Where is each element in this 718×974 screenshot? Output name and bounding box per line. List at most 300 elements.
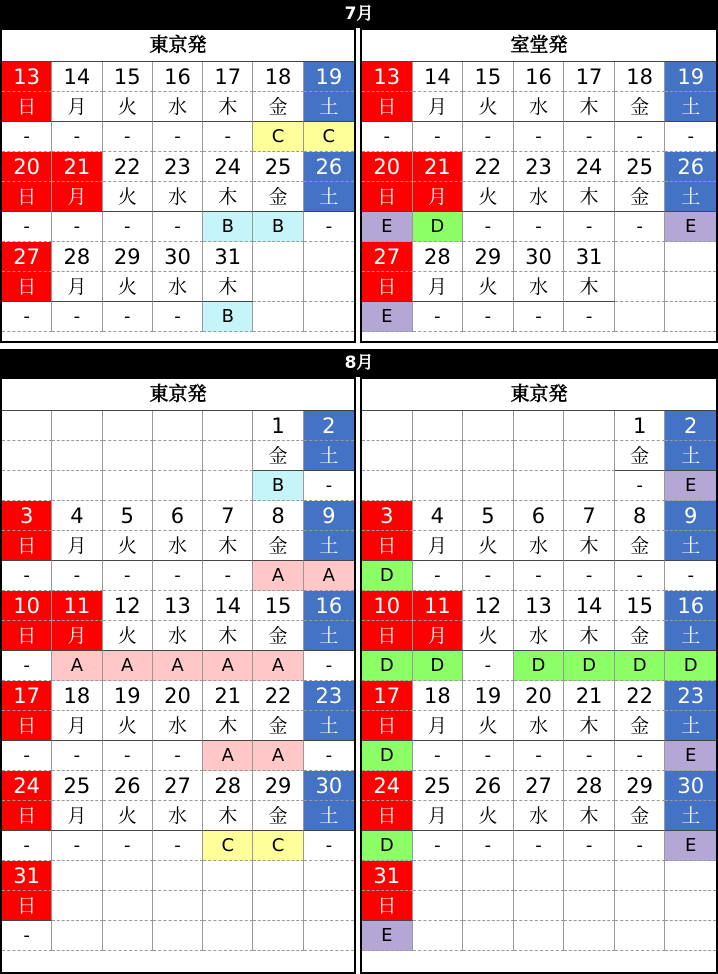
weekday-label: 木 — [564, 711, 615, 741]
weekday-label: 木 — [203, 182, 253, 212]
status-cell — [203, 921, 253, 951]
status-cell: - — [2, 741, 52, 771]
day-number — [304, 861, 354, 891]
day-number: 24 — [362, 771, 413, 801]
day-number: 21 — [564, 681, 615, 711]
weekday-label: 金 — [253, 92, 303, 122]
day-number: 22 — [103, 152, 153, 182]
weekday-label — [52, 891, 102, 921]
day-number: 13 — [514, 591, 565, 621]
weekday-label — [463, 891, 514, 921]
status-cell: D — [615, 651, 666, 681]
status-cell: - — [463, 651, 514, 681]
day-number: 3 — [362, 501, 413, 531]
weekday-label: 月 — [413, 711, 464, 741]
weekday-label: 日 — [362, 891, 413, 921]
status-cell: - — [615, 561, 666, 591]
day-number: 6 — [514, 501, 565, 531]
weekday-label: 火 — [463, 621, 514, 651]
day-number: 1 — [615, 411, 666, 441]
day-number: 20 — [362, 152, 413, 182]
weekday-label: 木 — [203, 621, 253, 651]
weekday-label: 金 — [253, 531, 303, 561]
status-cell: C — [203, 831, 253, 861]
day-number: 12 — [463, 591, 514, 621]
weekday-label: 火 — [463, 711, 514, 741]
day-number — [203, 411, 253, 441]
day-number: 7 — [203, 501, 253, 531]
day-number: 31 — [203, 242, 253, 272]
weekday-label: 金 — [615, 531, 666, 561]
weekday-label: 日 — [362, 711, 413, 741]
day-number: 3 — [2, 501, 52, 531]
status-cell — [304, 921, 354, 951]
day-number: 26 — [665, 152, 716, 182]
day-number — [203, 861, 253, 891]
day-number: 24 — [2, 771, 52, 801]
day-number: 13 — [2, 62, 52, 92]
weekday-label: 木 — [203, 272, 253, 302]
weekday-label: 木 — [564, 272, 615, 302]
weekday-label — [2, 441, 52, 471]
weekday-label: 火 — [463, 531, 514, 561]
day-number: 25 — [413, 771, 464, 801]
day-number: 22 — [615, 681, 666, 711]
day-number — [2, 411, 52, 441]
weekday-label: 金 — [615, 621, 666, 651]
status-cell: - — [2, 122, 52, 152]
weekday-label: 木 — [564, 182, 615, 212]
weekday-label: 金 — [253, 801, 303, 831]
day-number: 29 — [103, 242, 153, 272]
day-number: 29 — [253, 771, 303, 801]
weekday-label — [413, 891, 464, 921]
day-number: 25 — [52, 771, 102, 801]
weekday-label: 水 — [153, 621, 203, 651]
status-cell: - — [564, 741, 615, 771]
status-cell: - — [413, 741, 464, 771]
day-number: 20 — [153, 681, 203, 711]
status-cell — [153, 471, 203, 501]
schedule-panel — [0, 377, 356, 974]
status-cell: E — [362, 302, 413, 332]
weekday-label: 火 — [103, 92, 153, 122]
status-cell: D — [362, 831, 413, 861]
weekday-label — [615, 272, 666, 302]
status-cell — [615, 302, 666, 332]
weekday-label: 月 — [413, 272, 464, 302]
day-number — [463, 411, 514, 441]
weekday-label: 土 — [665, 621, 716, 651]
weekday-label: 日 — [2, 92, 52, 122]
status-cell: - — [615, 741, 666, 771]
day-number: 20 — [2, 152, 52, 182]
weekday-label: 水 — [514, 92, 565, 122]
weekday-label: 土 — [304, 531, 354, 561]
day-number: 22 — [253, 681, 303, 711]
day-number — [413, 861, 464, 891]
day-number: 15 — [253, 591, 303, 621]
day-number: 31 — [564, 242, 615, 272]
weekday-label: 月 — [52, 711, 102, 741]
day-number — [564, 861, 615, 891]
status-cell: - — [103, 561, 153, 591]
weekday-label: 水 — [153, 182, 203, 212]
weekday-label: 金 — [615, 182, 666, 212]
status-cell: - — [103, 302, 153, 332]
status-cell: C — [253, 831, 303, 861]
status-cell: - — [103, 741, 153, 771]
status-cell: - — [52, 122, 102, 152]
weekday-label: 月 — [52, 531, 102, 561]
weekday-label: 火 — [103, 272, 153, 302]
day-number: 8 — [253, 501, 303, 531]
day-number — [413, 411, 464, 441]
weekday-label — [304, 272, 354, 302]
status-cell: - — [564, 831, 615, 861]
status-cell: - — [52, 561, 102, 591]
status-cell — [2, 471, 52, 501]
day-number — [253, 242, 303, 272]
day-number — [103, 861, 153, 891]
weekday-label: 金 — [615, 711, 666, 741]
status-cell: D — [362, 741, 413, 771]
day-number: 29 — [615, 771, 666, 801]
weekday-label — [304, 891, 354, 921]
weekday-label: 水 — [153, 272, 203, 302]
status-cell — [463, 921, 514, 951]
panel-title: 東京発 — [2, 30, 354, 62]
calendar-grid — [362, 411, 716, 951]
status-cell: - — [362, 122, 413, 152]
status-cell: - — [103, 212, 153, 242]
weekday-label: 日 — [362, 182, 413, 212]
day-number: 23 — [665, 681, 716, 711]
status-cell: - — [463, 212, 514, 242]
status-cell: A — [203, 651, 253, 681]
day-number — [362, 411, 413, 441]
weekday-label — [665, 891, 716, 921]
day-number: 26 — [304, 152, 354, 182]
weekday-label — [564, 891, 615, 921]
weekday-label: 火 — [463, 182, 514, 212]
schedule-panel — [360, 28, 718, 343]
weekday-label: 水 — [153, 711, 203, 741]
status-cell: B — [203, 302, 253, 332]
day-number: 31 — [2, 861, 52, 891]
day-number: 16 — [514, 62, 565, 92]
status-cell: - — [615, 831, 666, 861]
status-cell — [665, 921, 716, 951]
day-number: 14 — [52, 62, 102, 92]
calendar-grid — [2, 62, 354, 332]
status-cell — [463, 471, 514, 501]
day-number: 20 — [514, 681, 565, 711]
weekday-label — [103, 891, 153, 921]
status-cell: - — [203, 561, 253, 591]
weekday-label: 日 — [362, 531, 413, 561]
weekday-label — [362, 441, 413, 471]
status-cell: - — [514, 302, 565, 332]
status-cell: - — [564, 122, 615, 152]
weekday-label — [253, 272, 303, 302]
day-number — [103, 411, 153, 441]
status-cell: - — [103, 122, 153, 152]
weekday-label: 日 — [362, 92, 413, 122]
weekday-label: 土 — [304, 182, 354, 212]
status-cell: - — [2, 831, 52, 861]
weekday-label — [463, 441, 514, 471]
status-cell: - — [153, 741, 203, 771]
weekday-label: 木 — [564, 92, 615, 122]
day-number: 30 — [304, 771, 354, 801]
day-number: 28 — [413, 242, 464, 272]
weekday-label — [203, 891, 253, 921]
status-cell: C — [304, 122, 354, 152]
day-number — [52, 411, 102, 441]
status-cell: D — [514, 651, 565, 681]
day-number: 22 — [463, 152, 514, 182]
weekday-label: 木 — [203, 92, 253, 122]
weekday-label — [564, 441, 615, 471]
day-number: 30 — [514, 242, 565, 272]
day-number: 6 — [153, 501, 203, 531]
day-number: 27 — [153, 771, 203, 801]
weekday-label: 月 — [413, 621, 464, 651]
weekday-label — [514, 891, 565, 921]
day-number: 15 — [103, 62, 153, 92]
day-number: 11 — [413, 591, 464, 621]
month-header: 8月 — [0, 349, 718, 377]
day-number: 30 — [153, 242, 203, 272]
weekday-label: 月 — [52, 92, 102, 122]
status-cell: - — [413, 302, 464, 332]
day-number: 16 — [153, 62, 203, 92]
status-cell — [514, 921, 565, 951]
weekday-label: 木 — [564, 801, 615, 831]
status-cell: E — [362, 921, 413, 951]
status-cell — [362, 471, 413, 501]
weekday-label: 水 — [514, 182, 565, 212]
status-cell — [52, 921, 102, 951]
weekday-label: 土 — [665, 92, 716, 122]
status-cell: B — [253, 212, 303, 242]
weekday-label: 火 — [463, 92, 514, 122]
month-header: 7月 — [0, 0, 718, 28]
day-number: 29 — [463, 242, 514, 272]
day-number — [665, 242, 716, 272]
status-cell — [103, 471, 153, 501]
day-number: 19 — [665, 62, 716, 92]
status-cell: - — [52, 212, 102, 242]
status-cell: - — [514, 741, 565, 771]
weekday-label: 月 — [413, 92, 464, 122]
weekday-label: 土 — [304, 92, 354, 122]
weekday-label: 水 — [514, 621, 565, 651]
day-number: 13 — [153, 591, 203, 621]
status-cell: - — [615, 471, 666, 501]
status-cell — [153, 921, 203, 951]
weekday-label: 金 — [253, 441, 303, 471]
day-number: 21 — [203, 681, 253, 711]
day-number: 13 — [362, 62, 413, 92]
weekday-label: 木 — [564, 531, 615, 561]
day-number: 14 — [564, 591, 615, 621]
day-number: 23 — [514, 152, 565, 182]
day-number — [52, 861, 102, 891]
day-number: 24 — [564, 152, 615, 182]
status-cell: - — [153, 561, 203, 591]
day-number — [615, 242, 666, 272]
day-number: 21 — [52, 152, 102, 182]
status-cell: - — [304, 831, 354, 861]
weekday-label: 日 — [2, 621, 52, 651]
weekday-label — [413, 441, 464, 471]
weekday-label — [253, 891, 303, 921]
day-number: 15 — [615, 591, 666, 621]
weekday-label: 木 — [203, 711, 253, 741]
weekday-label: 月 — [52, 182, 102, 212]
status-cell: E — [665, 831, 716, 861]
status-cell: - — [564, 561, 615, 591]
status-cell: A — [253, 651, 303, 681]
day-number: 25 — [615, 152, 666, 182]
status-cell: - — [52, 741, 102, 771]
status-cell: D — [413, 651, 464, 681]
day-number: 10 — [2, 591, 52, 621]
status-cell: D — [362, 561, 413, 591]
status-cell: A — [203, 741, 253, 771]
weekday-label — [514, 441, 565, 471]
status-cell: - — [203, 122, 253, 152]
day-number: 31 — [362, 861, 413, 891]
weekday-label: 日 — [362, 621, 413, 651]
day-number: 5 — [103, 501, 153, 531]
status-cell: - — [413, 122, 464, 152]
day-number: 23 — [304, 681, 354, 711]
weekday-label: 日 — [2, 891, 52, 921]
weekday-label: 日 — [2, 531, 52, 561]
weekday-label: 火 — [103, 182, 153, 212]
weekday-label: 月 — [413, 801, 464, 831]
status-cell: A — [153, 651, 203, 681]
weekday-label: 金 — [615, 801, 666, 831]
day-number: 9 — [304, 501, 354, 531]
weekday-label: 月 — [52, 801, 102, 831]
status-cell: - — [304, 741, 354, 771]
day-number — [665, 861, 716, 891]
status-cell: D — [665, 651, 716, 681]
weekday-label: 土 — [665, 801, 716, 831]
day-number: 28 — [203, 771, 253, 801]
weekday-label: 土 — [665, 711, 716, 741]
weekday-label: 木 — [203, 531, 253, 561]
status-cell: E — [665, 741, 716, 771]
day-number: 8 — [615, 501, 666, 531]
weekday-label: 日 — [2, 272, 52, 302]
day-number — [253, 861, 303, 891]
schedule-panel — [0, 28, 356, 343]
day-number: 17 — [564, 62, 615, 92]
status-cell: - — [103, 831, 153, 861]
weekday-label: 日 — [2, 801, 52, 831]
day-number: 10 — [362, 591, 413, 621]
status-cell: - — [2, 561, 52, 591]
weekday-label: 金 — [253, 711, 303, 741]
weekday-label — [153, 891, 203, 921]
day-number — [463, 861, 514, 891]
day-number: 15 — [463, 62, 514, 92]
weekday-label: 月 — [413, 182, 464, 212]
status-cell: A — [253, 561, 303, 591]
status-cell — [103, 921, 153, 951]
weekday-label: 水 — [514, 711, 565, 741]
status-cell — [564, 921, 615, 951]
status-cell — [665, 302, 716, 332]
weekday-label: 月 — [52, 621, 102, 651]
status-cell: - — [665, 122, 716, 152]
weekday-label: 土 — [304, 711, 354, 741]
weekday-label: 火 — [103, 621, 153, 651]
day-number: 5 — [463, 501, 514, 531]
day-number: 19 — [304, 62, 354, 92]
status-cell: - — [564, 302, 615, 332]
status-cell: - — [413, 831, 464, 861]
panel-title: 室堂発 — [362, 30, 716, 62]
status-cell: - — [52, 302, 102, 332]
panel-title: 東京発 — [2, 379, 354, 411]
day-number: 21 — [413, 152, 464, 182]
day-number: 19 — [103, 681, 153, 711]
day-number: 18 — [615, 62, 666, 92]
weekday-label: 水 — [153, 531, 203, 561]
weekday-label: 月 — [52, 272, 102, 302]
status-cell: A — [103, 651, 153, 681]
day-number — [153, 861, 203, 891]
status-cell — [564, 471, 615, 501]
day-number: 27 — [514, 771, 565, 801]
weekday-label: 日 — [362, 272, 413, 302]
weekday-label: 火 — [103, 711, 153, 741]
status-cell: D — [413, 212, 464, 242]
day-number: 28 — [52, 242, 102, 272]
day-number: 4 — [413, 501, 464, 531]
weekday-label: 土 — [304, 801, 354, 831]
day-number — [615, 861, 666, 891]
weekday-label — [203, 441, 253, 471]
status-cell: - — [52, 831, 102, 861]
weekday-label: 金 — [253, 182, 303, 212]
weekday-label: 月 — [413, 531, 464, 561]
status-cell: B — [203, 212, 253, 242]
day-number: 30 — [665, 771, 716, 801]
status-cell — [203, 471, 253, 501]
status-cell: E — [665, 471, 716, 501]
status-cell: A — [253, 741, 303, 771]
day-number: 24 — [203, 152, 253, 182]
day-number: 12 — [103, 591, 153, 621]
status-cell: - — [514, 212, 565, 242]
weekday-label: 木 — [203, 801, 253, 831]
day-number — [564, 411, 615, 441]
status-cell — [304, 302, 354, 332]
schedule-panel — [360, 377, 718, 974]
weekday-label: 水 — [153, 801, 203, 831]
status-cell: - — [153, 302, 203, 332]
day-number: 7 — [564, 501, 615, 531]
weekday-label: 金 — [615, 92, 666, 122]
status-cell: - — [514, 561, 565, 591]
